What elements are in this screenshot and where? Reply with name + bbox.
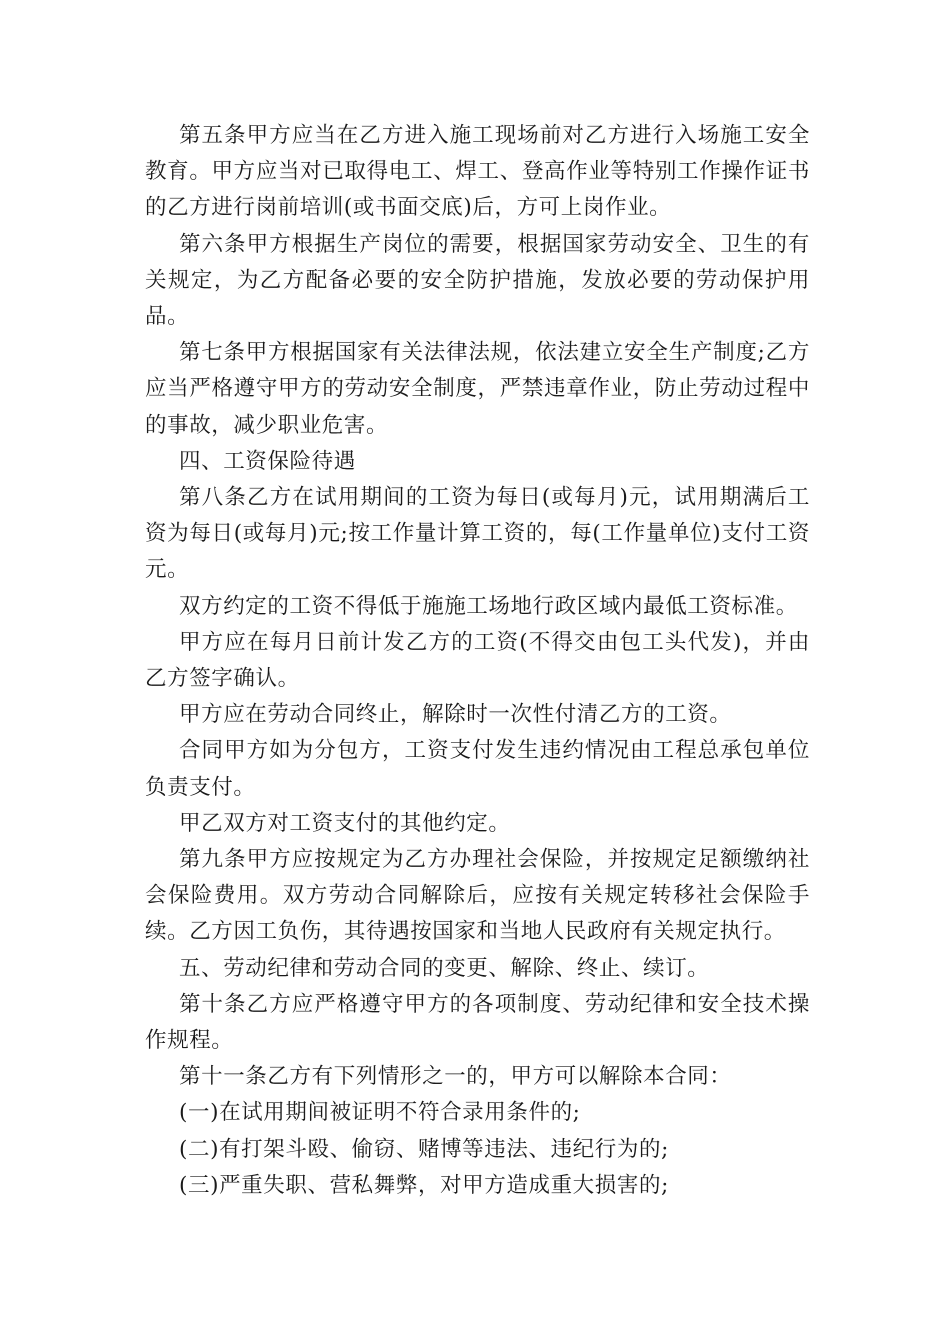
paragraph-article-11: 第十一条乙方有下列情形之一的，甲方可以解除本合同： — [179, 1064, 732, 1090]
paragraph-other-agreements: 甲乙双方对工资支付的其他约定。 — [179, 810, 511, 836]
paragraph-minimum-wage: 双方约定的工资不得低于施施工场地行政区域内最低工资标准。 — [179, 593, 798, 619]
document-body — [145, 118, 810, 1204]
paragraph-article-10: 第十条乙方应严格遵守甲方的各项制度、劳动纪律和安全技术操作规程。 — [145, 991, 810, 1054]
paragraph-article-8: 第八条乙方在试用期间的工资为每日(或每月)元，试用期满后工资为每日(或每月)元;按工作量计算工资的，每(工作量单位)支付工资元。 — [145, 485, 810, 583]
paragraph-article-9: 第九条甲方应按规定为乙方办理社会保险，并按规定足额缴纳社会保险费用。双方劳动合同解除后，应按有关规定转移社会保险手续。乙方因工负伤，其待遇按国家和当地人民政府有关规定执行。 — [145, 847, 810, 945]
paragraph-article-5: 第五条甲方应当在乙方进入施工现场前对乙方进行入场施工安全教育。甲方应当对已取得电工、焊工、登高作业等特别工作操作证书的乙方进行岗前培训(或书面交底)后，方可上岗作业。 — [145, 123, 810, 221]
list-item-1: (一)在试用期间被证明不符合录用条件的; — [179, 1100, 581, 1126]
paragraph-article-6: 第六条甲方根据生产岗位的需要，根据国家劳动安全、卫生的有关规定，为乙方配备必要的安全防护措施，发放必要的劳动保护用品。 — [145, 231, 810, 330]
section-heading-5: 五、劳动纪律和劳动合同的变更、解除、终止、续订。 — [179, 955, 710, 981]
section-heading-4: 四、工资保险待遇 — [179, 448, 356, 474]
paragraph-article-7: 第七条甲方根据国家有关法律法规，依法建立安全生产制度;乙方应当严格遵守甲方的劳动安全制度，严禁违章作业，防止劳动过程中的事故，减少职业危害。 — [145, 340, 810, 438]
list-item-2: (二)有打架斗殴、偷窃、赌博等违法、违纪行为的; — [179, 1136, 669, 1162]
paragraph-monthly-payment: 甲方应在每月日前计发乙方的工资(不得交由包工头代发)，并由乙方签字确认。 — [145, 629, 810, 692]
paragraph-termination-payment: 甲方应在劳动合同终止，解除时一次性付清乙方的工资。 — [179, 702, 732, 728]
list-item-3: (三)严重失职、营私舞弊，对甲方造成重大损害的; — [179, 1172, 669, 1198]
paragraph-subcontractor: 合同甲方如为分包方，工资支付发生违约情况由工程总承包单位负责支付。 — [145, 738, 810, 800]
